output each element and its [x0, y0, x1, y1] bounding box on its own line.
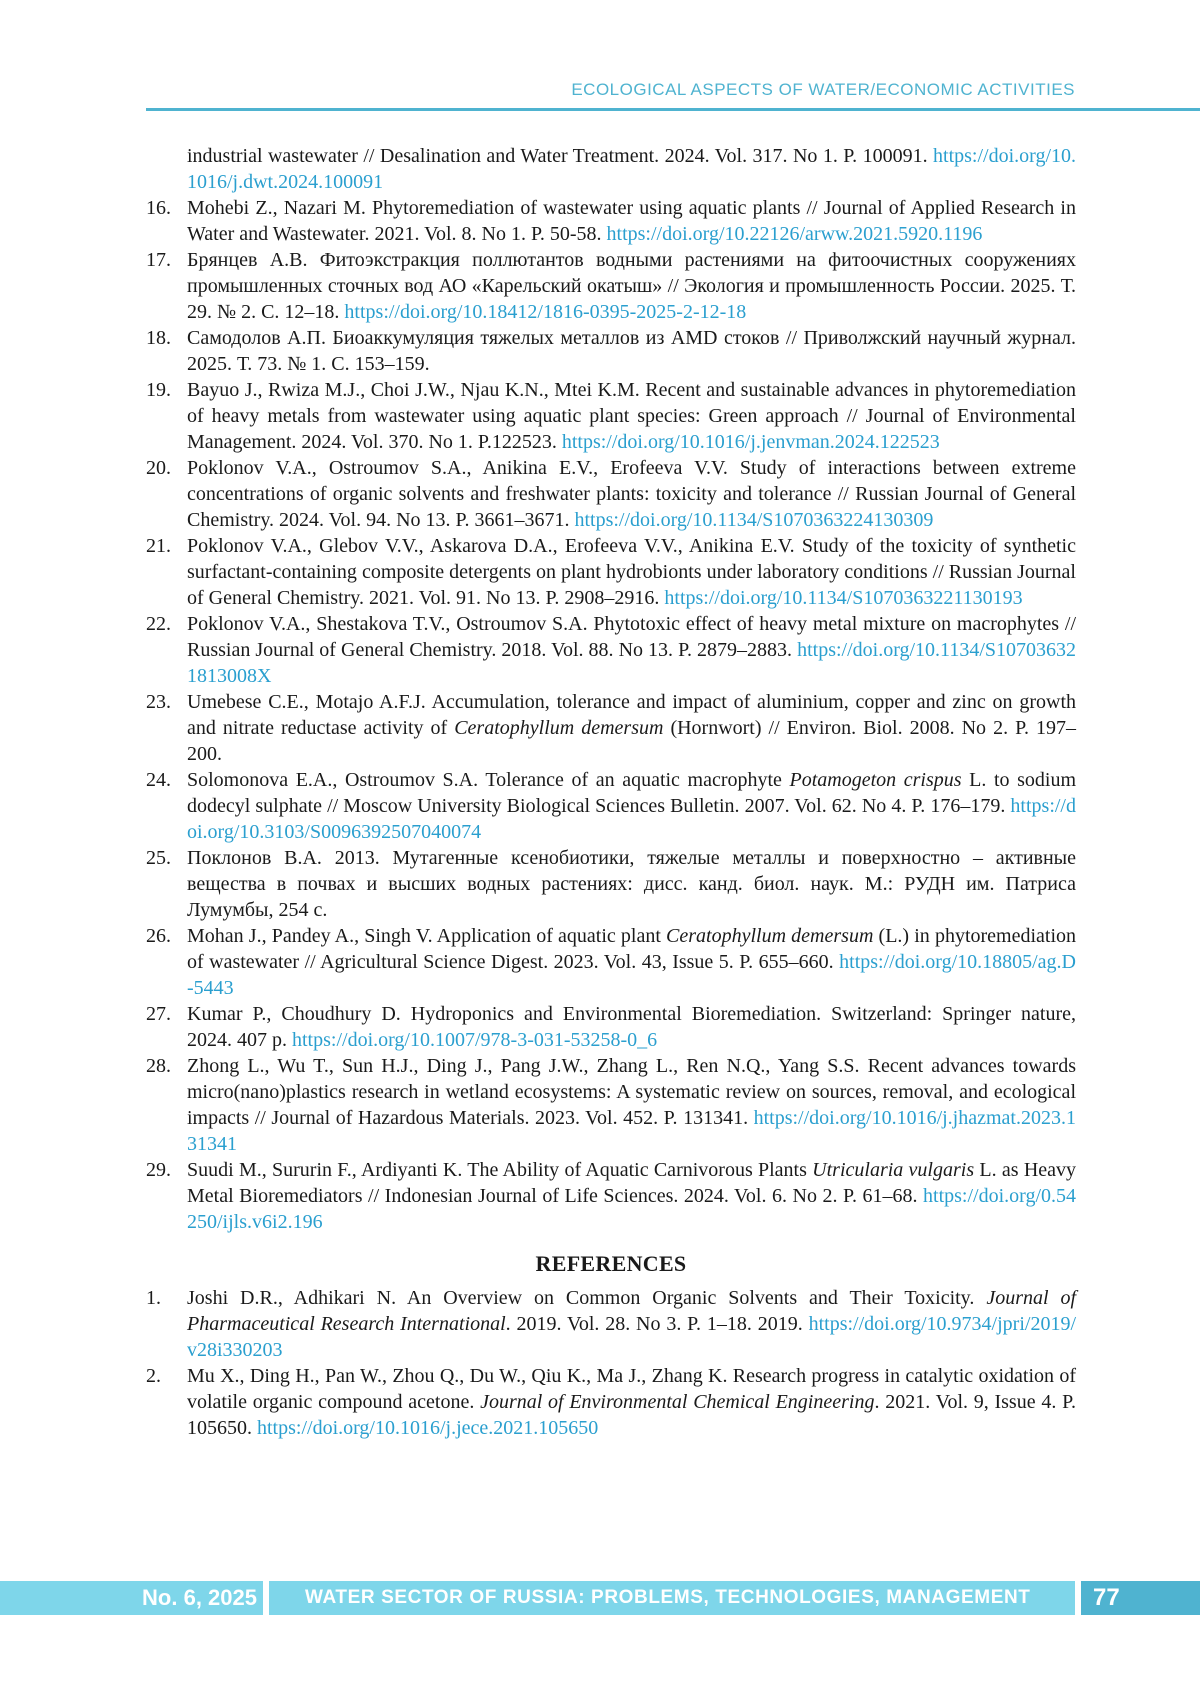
doi-link[interactable]: https://doi.org/10.1016/j.jenvman.2024.122523	[561, 431, 940, 453]
reference-number: 20.	[146, 457, 171, 479]
reference-item	[146, 533, 1076, 611]
reference-item	[146, 1285, 1076, 1363]
page-number: 77	[1081, 1581, 1200, 1615]
reference-number: 16.	[146, 197, 171, 219]
continued-reference	[146, 143, 1076, 195]
reference-item	[146, 377, 1076, 455]
reference-list	[146, 195, 1076, 1235]
reference-text: . 2021. Vol. 9, Issue 4. P. 105650.	[187, 1391, 1076, 1439]
italic-title: Utricularia vulgaris	[812, 1159, 975, 1181]
reference-text: . 2019. Vol. 28. No 3. P. 1–18. 2019.	[505, 1313, 809, 1335]
reference-item	[146, 1053, 1076, 1157]
header-rule	[146, 108, 1200, 111]
reference-number: 23.	[146, 691, 171, 713]
doi-link[interactable]: https://doi.org/10.1134/S1070363221130193	[664, 587, 1023, 609]
reference-item	[146, 1001, 1076, 1053]
footer-issue: No. 6, 2025	[0, 1581, 263, 1615]
reference-text: Zhong L., Wu T., Sun H.J., Ding J., Pang J.W., Zhang L., Ren N.Q., Yang S.S. Recent advances towards micro(nano)plastics research in wetland ecosystems: A systematic review on sources, removal, and ecological impacts // Journal of Hazardous Materials. 2023. Vol. 452. P. 131341.	[187, 1055, 1076, 1129]
reference-text: Mohebi Z., Nazari M. Phytoremediation of wastewater using aquatic plants // Journal of Applied Research in Water and Wastewater. 2021. Vol. 8. No 1. P. 50-58.	[187, 197, 1076, 245]
reference-text: Suudi M., Sururin F., Ardiyanti K. The Ability of Aquatic Carnivorous Plants	[187, 1159, 813, 1181]
doi-link[interactable]: https://doi.org/10.1007/978-3-031-53258-0_6	[292, 1029, 658, 1051]
reference-number: 24.	[146, 769, 171, 791]
reference-item	[146, 767, 1076, 845]
reference-number: 28.	[146, 1055, 171, 1077]
reference-text: Самодолов А.П. Биоаккумуляция тяжелых металлов из AMD стоков // Приволжский научный журнал. 2025. Т. 73. № 1. С. 153–159.	[187, 327, 1076, 375]
reference-item	[146, 611, 1076, 689]
reference-item	[146, 1157, 1076, 1235]
continued-reference-text: industrial wastewater // Desalination and Water Treatment. 2024. Vol. 317. No 1. P. 100091.	[187, 145, 928, 167]
reference-number: 2.	[146, 1365, 161, 1387]
doi-link[interactable]: https://doi.org/0.54250/ijls.v6i2.196	[187, 1185, 1076, 1233]
page-body	[146, 143, 1076, 1441]
reference-number: 29.	[146, 1159, 171, 1181]
reference-text: Bayuo J., Rwiza M.J., Choi J.W., Njau K.N., Mtei K.M. Recent and sustainable advances in phytoremediation of heavy metals from wastewater using aquatic plant species: Green approach // Journal of Environmental Management. 2024. Vol. 370. No 1. P.122523.	[187, 379, 1076, 453]
reference-text: Брянцев А.В. Фитоэкстракция поллютантов водными растениями на фитоочистных сооружениях промышленных сточных вод АО «Карельский окатыш» // Экология и промышленность России. 2025. Т. 29. № 2. С. 12–18.	[187, 249, 1076, 323]
reference-number: 22.	[146, 613, 171, 635]
reference-item	[146, 923, 1076, 1001]
reference-text: L. as Heavy Metal Bioremediators // Indonesian Journal of Life Sciences. 2024. Vol. 6. No 2. P. 61–68.	[187, 1159, 1077, 1207]
reference-text: Poklonov V.A., Ostroumov S.A., Anikina E.V., Erofeeva V.V. Study of interactions between extreme concentrations of organic solvents and freshwater plants: toxicity and tolerance // Russian Journal of General Chemistry. 2024. Vol. 94. No 13. P. 3661–3671.	[187, 457, 1076, 531]
running-header: ECOLOGICAL ASPECTS OF WATER/ECONOMIC ACTIVITIES	[571, 80, 1075, 99]
reference-item	[146, 689, 1076, 767]
doi-link[interactable]: https://doi.org/10.1016/j.jhazmat.2023.131341	[187, 1107, 1076, 1155]
italic-title: Journal of Pharmaceutical Research International	[187, 1287, 1076, 1335]
reference-item	[146, 325, 1076, 377]
reference-text: Mu X., Ding H., Pan W., Zhou Q., Du W., Qiu K., Ma J., Zhang K. Research progress in catalytic oxidation of volatile organic compound acetone.	[187, 1365, 1076, 1413]
page-footer	[0, 1581, 1200, 1615]
references-list	[146, 1285, 1076, 1441]
reference-text: Solomonova E.A., Ostroumov S.A. Tolerance of an aquatic macrophyte	[187, 769, 790, 791]
italic-title: Journal of Environmental Chemical Engineering	[480, 1391, 875, 1413]
reference-item	[146, 247, 1076, 325]
reference-item	[146, 845, 1076, 923]
doi-link[interactable]: https://doi.org/10.3103/S0096392507040074	[187, 795, 1076, 843]
italic-title: Potamogeton crispus	[789, 769, 962, 791]
reference-text: Poklonov V.A., Shestakova T.V., Ostroumov S.A. Phytotoxic effect of heavy metal mixture on macrophytes // Russian Journal of General Chemistry. 2018. Vol. 88. No 13. P. 2879–2883.	[187, 613, 1076, 661]
italic-title: Ceratophyllum demersum	[666, 925, 874, 947]
reference-number: 17.	[146, 249, 171, 271]
reference-number: 1.	[146, 1287, 161, 1309]
references-heading: REFERENCES	[535, 1251, 687, 1276]
reference-item	[146, 455, 1076, 533]
doi-link[interactable]: https://doi.org/10.22126/arww.2021.5920.1196	[606, 223, 983, 245]
reference-text: Поклонов В.А. 2013. Мутагенные ксенобиотики, тяжелые металлы и поверхностно – активные вещества в почвах и высших водных растениях: дисс. канд. биол. наук. М.: РУДН им. Патриса Лумумбы, 254 с.	[187, 847, 1076, 921]
reference-number: 26.	[146, 925, 171, 947]
reference-text: (L.) in phytoremediation of wastewater // Agricultural Science Digest. 2023. Vol. 43, Issue 5. P. 655–660.	[187, 925, 1077, 973]
reference-number: 19.	[146, 379, 171, 401]
doi-link[interactable]: https://doi.org/10.18805/ag.D-5443	[187, 951, 1076, 999]
italic-title: Ceratophyllum demersum	[454, 717, 664, 739]
reference-text: Mohan J., Pandey A., Singh V. Application of aquatic plant	[187, 925, 667, 947]
doi-link[interactable]: https://doi.org/10.1016/j.dwt.2024.100091	[187, 145, 1077, 193]
doi-link[interactable]: https://doi.org/10.9734/jpri/2019/v28i330203	[187, 1313, 1076, 1361]
reference-text: Joshi D.R., Adhikari N. An Overview on Common Organic Solvents and Their Toxicity.	[187, 1287, 987, 1309]
reference-item	[146, 195, 1076, 247]
reference-number: 18.	[146, 327, 171, 349]
reference-text: L. to sodium dodecyl sulphate // Moscow University Biological Sciences Bulletin. 2007. Vol. 62. No 4. P. 176–179.	[187, 769, 1077, 817]
footer-journal-title: WATER SECTOR OF RUSSIA: PROBLEMS, TECHNOLOGIES, MANAGEMENT	[269, 1581, 1075, 1615]
reference-number: 21.	[146, 535, 171, 557]
reference-number: 25.	[146, 847, 171, 869]
doi-link[interactable]: https://doi.org/10.1016/j.jece.2021.105650	[257, 1417, 599, 1439]
reference-text: Kumar P., Choudhury D. Hydroponics and Environmental Bioremediation. Switzerland: Springer nature, 2024. 407 p.	[187, 1003, 1076, 1051]
doi-link[interactable]: https://doi.org/10.1134/S1070363224130309	[574, 509, 934, 531]
reference-text: Umebese C.E., Motajo A.F.J. Accumulation, tolerance and impact of aluminium, copper and zinc on growth and nitrate reductase activity of	[187, 691, 1076, 739]
reference-number: 27.	[146, 1003, 171, 1025]
doi-link[interactable]: https://doi.org/10.18412/1816-0395-2025-2-12-18	[344, 301, 747, 323]
reference-item	[146, 1363, 1076, 1441]
reference-text: (Hornwort) // Environ. Biol. 2008. No 2. P. 197–200.	[187, 717, 1077, 765]
reference-text: Poklonov V.A., Glebov V.V., Askarova D.A., Erofeeva V.V., Anikina E.V. Study of the toxicity of synthetic surfactant-containing composite detergents on plant hydrobionts under laboratory conditions // Russian Journal of General Chemistry. 2021. Vol. 91. No 13. P. 2908–2916.	[187, 535, 1076, 609]
doi-link[interactable]: https://doi.org/10.1134/S107036321813008X	[187, 639, 1076, 687]
